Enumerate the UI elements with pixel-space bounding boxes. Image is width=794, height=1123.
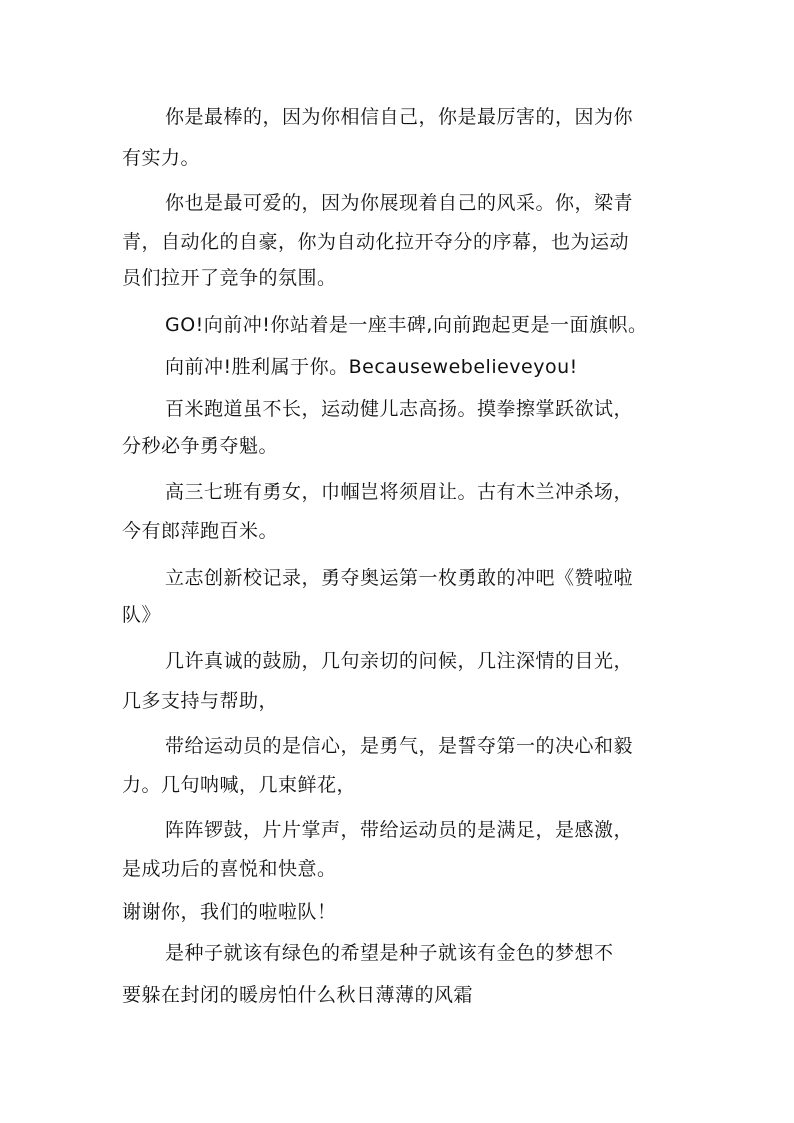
text-line: 阵阵锣鼓，片片掌声，带给运动员的是满足，是感激， bbox=[165, 819, 634, 841]
text-line: GO!向前冲!你站着是一座丰碑,向前跑起更是一面旗帜。 bbox=[165, 314, 648, 336]
text-line: 今有郎萍跑百米。 bbox=[122, 520, 279, 542]
text-line: 青，自动化的自豪，你为自动化拉开夺分的序幕，也为运动 bbox=[122, 231, 630, 253]
text-line: 立志创新校记录，勇夺奥运第一枚勇敢的冲吧《赞啦啦 bbox=[165, 567, 634, 589]
text-line: 向前冲!胜利属于你。Becausewebelieveyou! bbox=[165, 356, 578, 378]
text-line: 你是最棒的，因为你相信自己，你是最厉害的，因为你 bbox=[165, 106, 634, 128]
text-line: 力。几句呐喊，几束鲜花， bbox=[122, 774, 357, 796]
text-line: 谢谢你，我们的啦啦队！ bbox=[122, 901, 337, 923]
text-line: 是成功后的喜悦和快意。 bbox=[122, 858, 337, 880]
text-line: 要躲在封闭的暖房怕什么秋日薄薄的风霜 bbox=[122, 984, 474, 1006]
text-line: 几许真诚的鼓励，几句亲切的问候，几注深情的目光， bbox=[165, 650, 634, 672]
text-line: 员们拉开了竞争的氛围。 bbox=[122, 267, 337, 289]
text-line: 带给运动员的是信心，是勇气，是誓夺第一的决心和毅 bbox=[165, 735, 634, 757]
text-line: 几多支持与帮助， bbox=[122, 690, 279, 712]
text-line: 高三七班有勇女，巾帼岂将须眉让。古有木兰冲杀场， bbox=[165, 481, 634, 503]
text-line: 是种子就该有绿色的希望是种子就该有金色的梦想不 bbox=[165, 942, 614, 964]
text-line: 队》 bbox=[122, 604, 162, 626]
text-line: 分秒必争勇夺魁。 bbox=[122, 435, 279, 457]
text-line: 百米跑道虽不长，运动健儿志高扬。摸拳擦掌跃欲试， bbox=[165, 398, 634, 420]
text-line: 你也是最可爱的，因为你展现着自己的风采。你，梁青 bbox=[165, 192, 634, 214]
text-line: 有实力。 bbox=[122, 147, 201, 169]
